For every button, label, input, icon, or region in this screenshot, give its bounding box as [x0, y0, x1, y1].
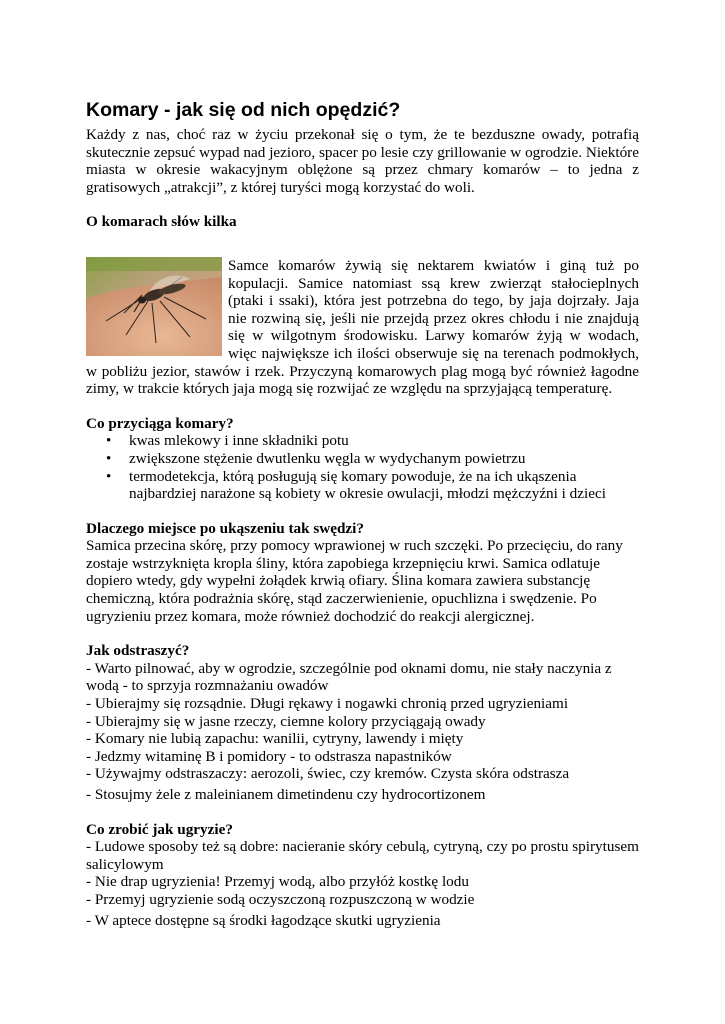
mosquito-photo [86, 257, 222, 356]
mosquito-photo-icon [86, 257, 222, 356]
section-about-text: Samce komarów żywią się nektarem kwiatów i giną tuż po kopulacji. Samice natomiast ssą krew zwierząt stałocieplnych (ptaki i ssaki), która jest potrzebna do tego, by jaja dojrzały. Jaja nie rozwiną się, jeśli nie przejdą przez okres chłodu i nie znajdują się w wilgotnym środowisku. Larwy komarów żyją w wodach, więc największe ich ilości obserwuje się na terenach podmokłych, w pobliżu jezior, stawów i rzek. Przyczyną komarowych plag mogą być również łagodne zimy, w trakcie których jaja mogą się rozwijać ze względu na sprzyjającą temperaturę. [86, 256, 639, 398]
list-item: - Używajmy odstraszaczy: aerozoli, świec, czy kremów. Czysta skóra odstrasza [86, 765, 570, 783]
list-item: - Ludowe sposoby też są dobre: nacieranie skóry cebulą, cytryną, czy po prostu spirytusem salicylowym [86, 838, 639, 873]
section-about [86, 257, 639, 398]
section-heading-bite: Co zrobić jak ugryzie? [86, 820, 233, 838]
list-item: - Nie drap ugryzienia! Przemyj wodą, albo przyłóż kostkę lodu [86, 873, 469, 891]
list-item: • zwiększone stężenie dwutlenku węgla w wydychanym powietrzu [129, 450, 639, 468]
document-page [86, 98, 639, 929]
list-item: - Komary nie lubią zapachu: wanilii, cytryny, lawendy i mięty [86, 730, 464, 748]
bite-list [86, 838, 639, 929]
list-item: - Warto pilnować, aby w ogrodzie, szczególnie pod oknami domu, nie stały naczynia z wodą - to sprzyja rozmnażaniu owadów [86, 659, 612, 695]
intro-paragraph: Każdy z nas, choć raz w życiu przekonał się o tym, że te bezduszne owady, potrafią skutecznie zepsuć wypad nad jezioro, spacer po lesie czy grillowanie w ogrodzie. Niektóre miasta w okresie wakacyjnym oblężone są przez chmary komarów – to jedna z gratisowych „atrakcji”, z której turyści mogą korzystać do woli. [86, 126, 639, 196]
list-item: - W aptece dostępne są środki łagodzące skutki ugryzienia [86, 911, 441, 929]
section-heading-attracts: Co przyciąga komary? [86, 414, 234, 432]
list-item: - Stosujmy żele z maleinianem dimetindenu czy hydrocortizonem [86, 786, 486, 803]
repel-list [86, 660, 639, 804]
list-item: - Ubierajmy się rozsądnie. Długi rękawy i nogawki chronią przed ugryzieniami [86, 695, 569, 713]
list-item: - Jedzmy witaminę B i pomidory - to odstrasza napastników [86, 747, 452, 765]
list-item: - Przemyj ugryzienie sodą oczyszczoną rozpuszczoną w wodzie [86, 890, 475, 908]
section-heading-about: O komarach słów kilka [86, 213, 237, 231]
list-item: • kwas mlekowy i inne składniki potu [129, 432, 639, 450]
section-itch-text: Samica przecina skórę, przy pomocy wprawionej w ruch szczęki. Po przecięciu, do rany zostaje wstrzyknięta kropla śliny, która zapobiega krzepnięciu krwi. Samica odlatuje dopiero wtedy, gdy wypełni żołądek krwią ofiary. Ślina komara zawiera substancję chemiczną, która podrażnia skórę, stąd zaczerwienienie, opuchlizna i swędzenie. Po ugryzieniu przez komara, może również dochodzić do reakcji alergicznej. [86, 537, 623, 625]
page-title: Komary - jak się od nich opędzić? [86, 99, 401, 121]
section-heading-itch: Dlaczego miejsce po ukąszeniu tak swędzi? [86, 519, 364, 537]
section-heading-repel: Jak odstraszyć? [86, 642, 190, 660]
list-item: - Ubierajmy się w jasne rzeczy, ciemne kolory przyciągają owady [86, 712, 486, 730]
attracts-list [86, 432, 639, 502]
list-item: • termodetekcja, którą posługują się komary powoduje, że na ich ukąszenia najbardziej narażone są kobiety w okresie owulacji, młodzi mężczyźni i dzieci [129, 468, 639, 503]
